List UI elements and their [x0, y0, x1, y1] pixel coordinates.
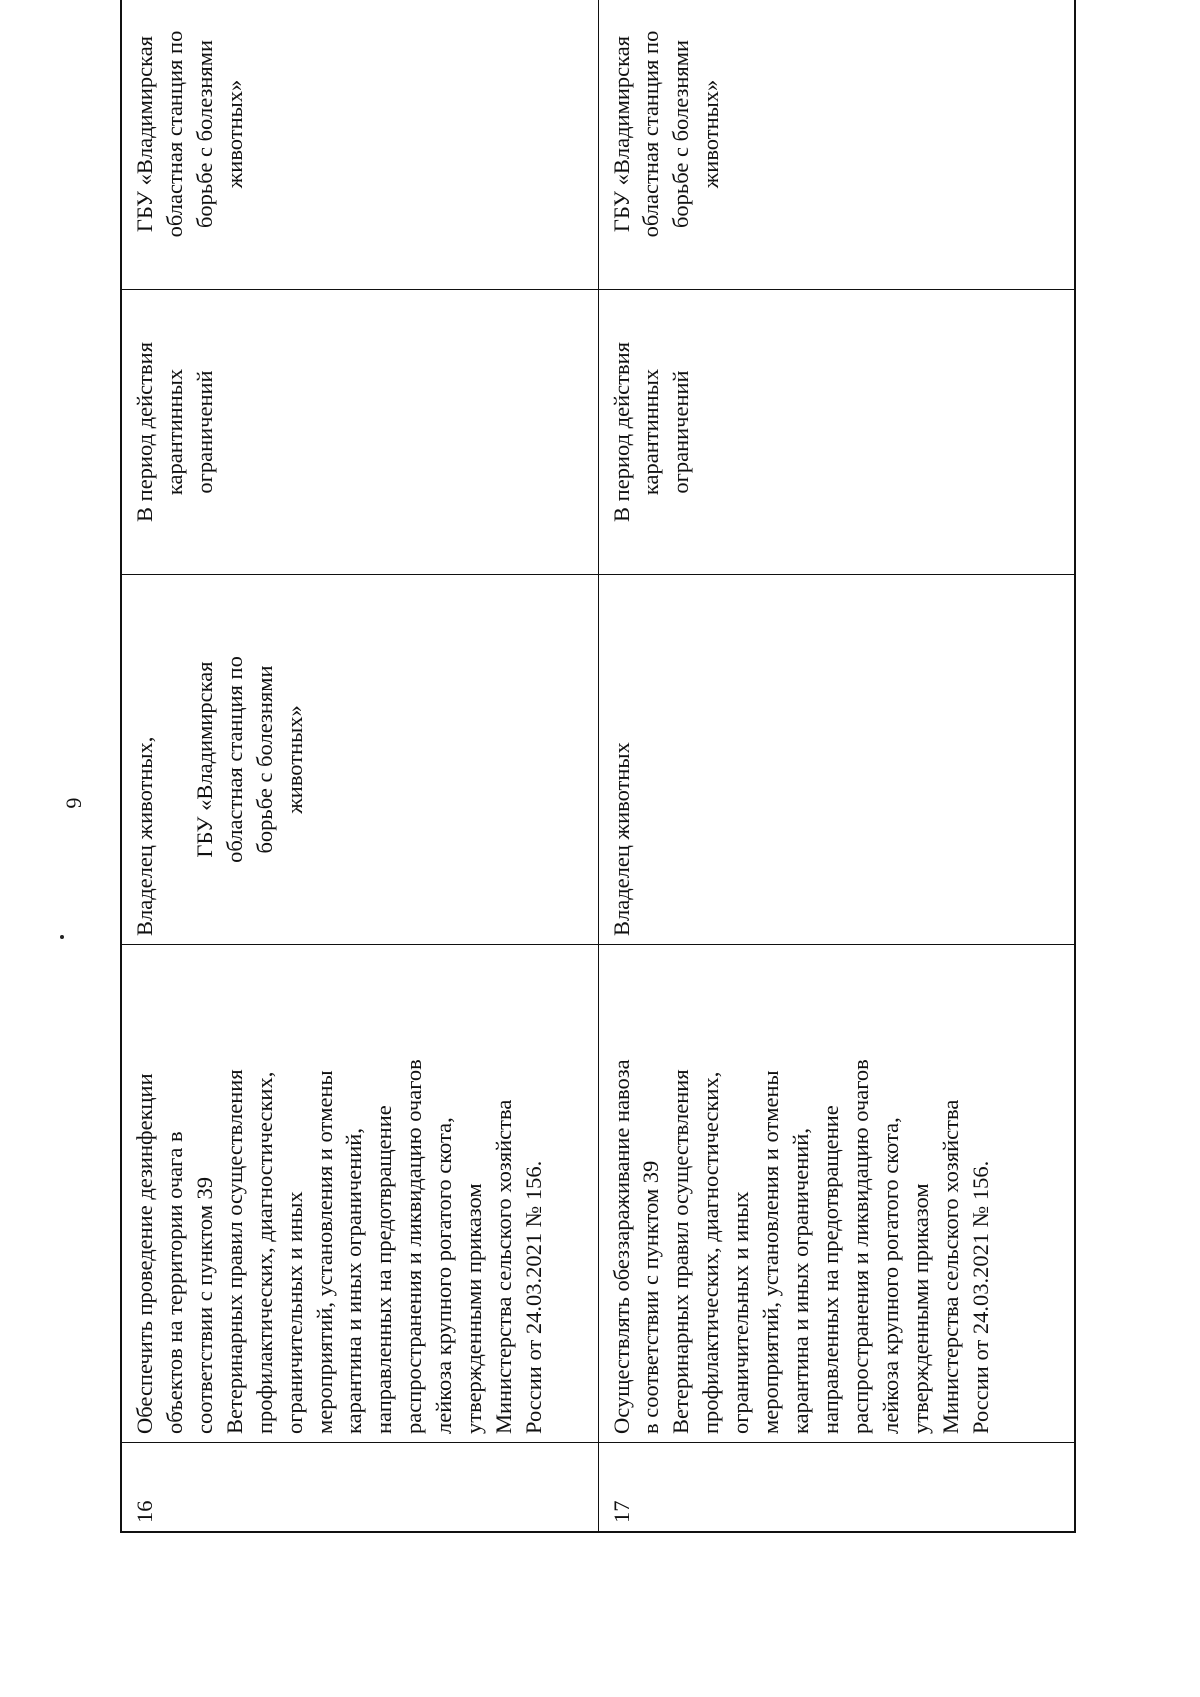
action-text-line: мероприятий, установления и отмены	[758, 1070, 784, 1434]
action-text-line: России от 24.03.2021 № 156.	[520, 1160, 546, 1434]
action-text-line: утвержденными приказом	[461, 1183, 487, 1434]
responsible-organization	[190, 583, 310, 936]
term-text	[130, 298, 220, 566]
measures-table	[120, 0, 1076, 1533]
action-text-line: лейкоза крупного рогатого скота,	[877, 1117, 903, 1434]
term-text-line: В период действия	[132, 342, 157, 522]
action-text-line: Ветеринарных правил осуществления	[668, 1069, 694, 1434]
action-text-line: Министерства сельского хозяйства	[937, 1099, 963, 1434]
action-text-line: Осуществлять обеззараживание навоза	[608, 1059, 634, 1434]
row-number-cell	[598, 1443, 1075, 1533]
page-number: 6	[61, 797, 87, 809]
responsible-owner: Владелец животных,	[132, 736, 157, 936]
term-text-line: карантинных	[161, 368, 187, 496]
term-cell	[598, 290, 1075, 575]
action-text-line: ограничительных и иных	[728, 1191, 754, 1434]
action-text-line: мероприятий, установления и отмены	[311, 1070, 337, 1434]
action-text-line: Ветеринарных правил осуществления	[221, 1069, 247, 1434]
responsible-text-line: борьбе с болезнями	[251, 665, 277, 854]
action-text-line: лейкоза крупного рогатого скота,	[431, 1117, 457, 1434]
executor-text	[607, 0, 727, 281]
executor-text-line: ГБУ «Владимирская	[132, 35, 157, 233]
spacer	[160, 583, 190, 936]
action-text-line: профилактических, диагностических,	[698, 1071, 724, 1434]
action-text-line: карантина и иных ограничений,	[788, 1128, 814, 1434]
action-text-line: утвержденными приказом	[907, 1183, 933, 1434]
rotated-table-container	[120, 30, 1074, 1533]
term-text-line: В период действия	[608, 342, 634, 522]
action-text-line: России от 24.03.2021 № 156.	[967, 1160, 993, 1434]
term-text-line: карантинных	[638, 368, 664, 496]
term-text-line: ограничений	[668, 370, 694, 494]
responsible-text-line: ГБУ «Владимирская	[191, 661, 217, 858]
executor-cell	[598, 0, 1075, 290]
action-text-line: распространения и ликвидацию очагов	[401, 1059, 427, 1434]
table-row	[598, 0, 1075, 1532]
executor-text-line: животных»	[221, 79, 247, 189]
table-frame	[120, 30, 1074, 1533]
term-text-line: ограничений	[191, 370, 217, 494]
row-number: 17	[608, 1500, 634, 1523]
action-text-line: направленных на предотвращение	[371, 1105, 397, 1434]
executor-text-line: областная станция по	[638, 30, 664, 238]
action-text-line: распространения и ликвидацию очагов	[847, 1059, 873, 1434]
action-text-line: в соответствии с пунктом 39	[638, 1160, 664, 1434]
table-body	[121, 0, 1075, 1532]
action-text-line: профилактических, диагностических,	[251, 1071, 277, 1434]
action-cell	[121, 945, 598, 1443]
executor-text-line: животных»	[698, 79, 724, 189]
responsible-owner: Владелец животных	[608, 742, 634, 936]
executor-text	[130, 0, 250, 281]
executor-text-line: борьбе с болезнями	[191, 39, 217, 229]
executor-cell	[121, 0, 598, 290]
action-cell	[598, 945, 1075, 1443]
action-text-line: карантина и иных ограничений,	[341, 1128, 367, 1434]
action-text-line: Министерства сельского хозяйства	[491, 1099, 517, 1434]
scan-speck	[60, 935, 64, 939]
executor-text-line: борьбе с болезнями	[668, 39, 694, 229]
row-number: 16	[132, 1500, 157, 1523]
term-text	[607, 298, 697, 566]
executor-text-line: ГБУ «Владимирская	[608, 35, 634, 233]
responsible-text-line: животных»	[281, 705, 307, 814]
action-text-line: соответствии с пунктом 39	[191, 1176, 217, 1434]
action-text-line: ограничительных и иных	[281, 1191, 307, 1434]
term-cell	[121, 290, 598, 575]
responsible-cell	[121, 575, 598, 945]
row-number-cell	[121, 1443, 598, 1533]
responsible-cell	[598, 575, 1075, 945]
action-text-line: Обеспечить проведение дезинфекции	[132, 1073, 157, 1434]
table-row	[121, 0, 598, 1532]
executor-text-line: областная станция по	[161, 30, 187, 238]
action-text-line: объектов на территории очага в	[161, 1131, 187, 1434]
responsible-text-line: областная станция по	[221, 656, 247, 863]
action-text-line: направленных на предотвращение	[817, 1105, 843, 1434]
